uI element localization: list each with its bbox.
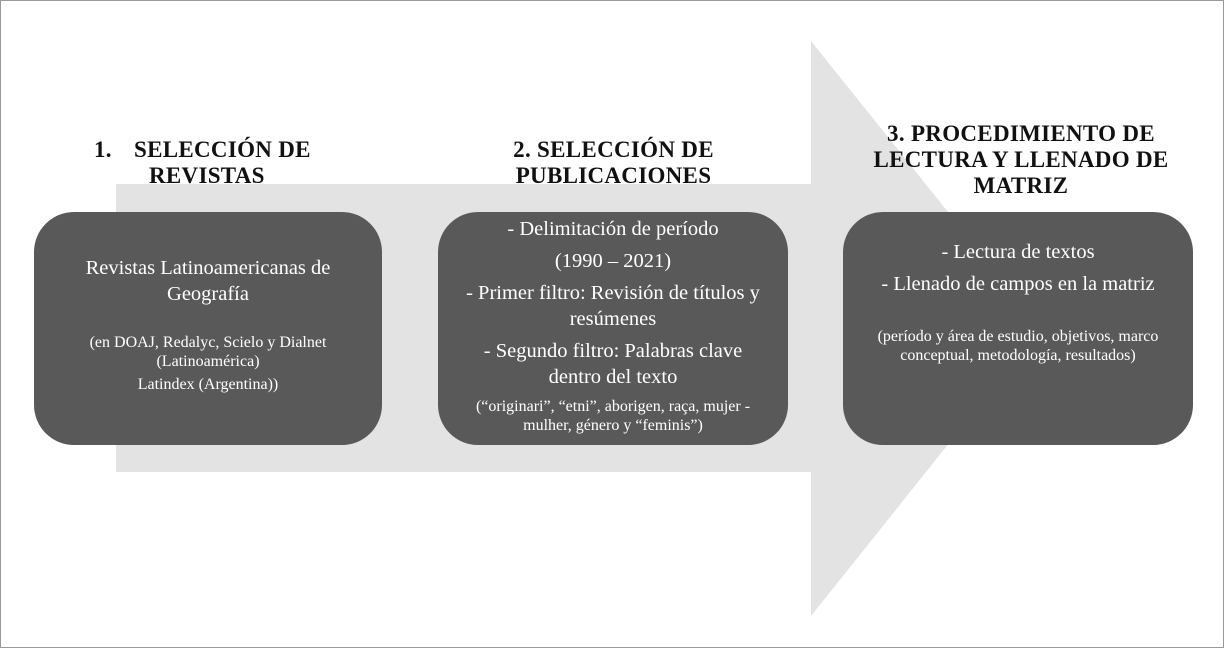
step-1-detail-line2: Latindex (Argentina)) bbox=[137, 376, 279, 393]
step-3-title-line2: LECTURA Y LLENADO DE bbox=[873, 147, 1169, 172]
step-1-heading bbox=[61, 137, 361, 189]
step-1-box bbox=[34, 212, 382, 445]
step-3-detail: (período y área de estudio, objetivos, marco conceptual, metodología, resultados) bbox=[877, 328, 1159, 364]
step-3-title-line3: MATRIZ bbox=[973, 173, 1069, 198]
step-2-title-line2: PUBLICACIONES bbox=[515, 163, 712, 188]
step-3-item-reading: - Lectura de textos bbox=[941, 241, 1095, 263]
step-1-detail-line1: (en DOAJ, Redalyc, Scielo y Dialnet (Latinoamérica) bbox=[89, 334, 327, 370]
step-2-item-period-range: (1990 – 2021) bbox=[554, 250, 672, 272]
step-3-box bbox=[843, 212, 1193, 445]
step-2-item-second-filter: - Segundo filtro: Palabras clave dentro del texto bbox=[483, 340, 743, 388]
step-2-detail: (“originari”, “etni”, aborigen, raça, mujer - mulher, género y “feminis”) bbox=[475, 398, 751, 434]
step-3-item-filling: - Llenado de campos en la matriz bbox=[881, 273, 1155, 295]
step-2-title-line1: 2. SELECCIÓN DE bbox=[513, 137, 714, 162]
step-2-item-period: - Delimitación de período bbox=[507, 218, 719, 240]
step-3-title-line1: 3. PROCEDIMIENTO DE bbox=[887, 121, 1155, 146]
step-1-number: 1. bbox=[94, 137, 112, 162]
step-1-title-line1: SELECCIÓN DE bbox=[134, 137, 311, 162]
step-2-heading bbox=[441, 137, 786, 189]
step-3-heading bbox=[841, 121, 1201, 199]
step-2-item-first-filter: - Primer filtro: Revisión de títulos y resúmenes bbox=[466, 282, 760, 330]
step-2-box bbox=[438, 212, 788, 445]
step-1-main-text: Revistas Latinoamericanas de Geografía bbox=[85, 257, 331, 305]
step-1-title-line2: REVISTAS bbox=[149, 163, 265, 188]
